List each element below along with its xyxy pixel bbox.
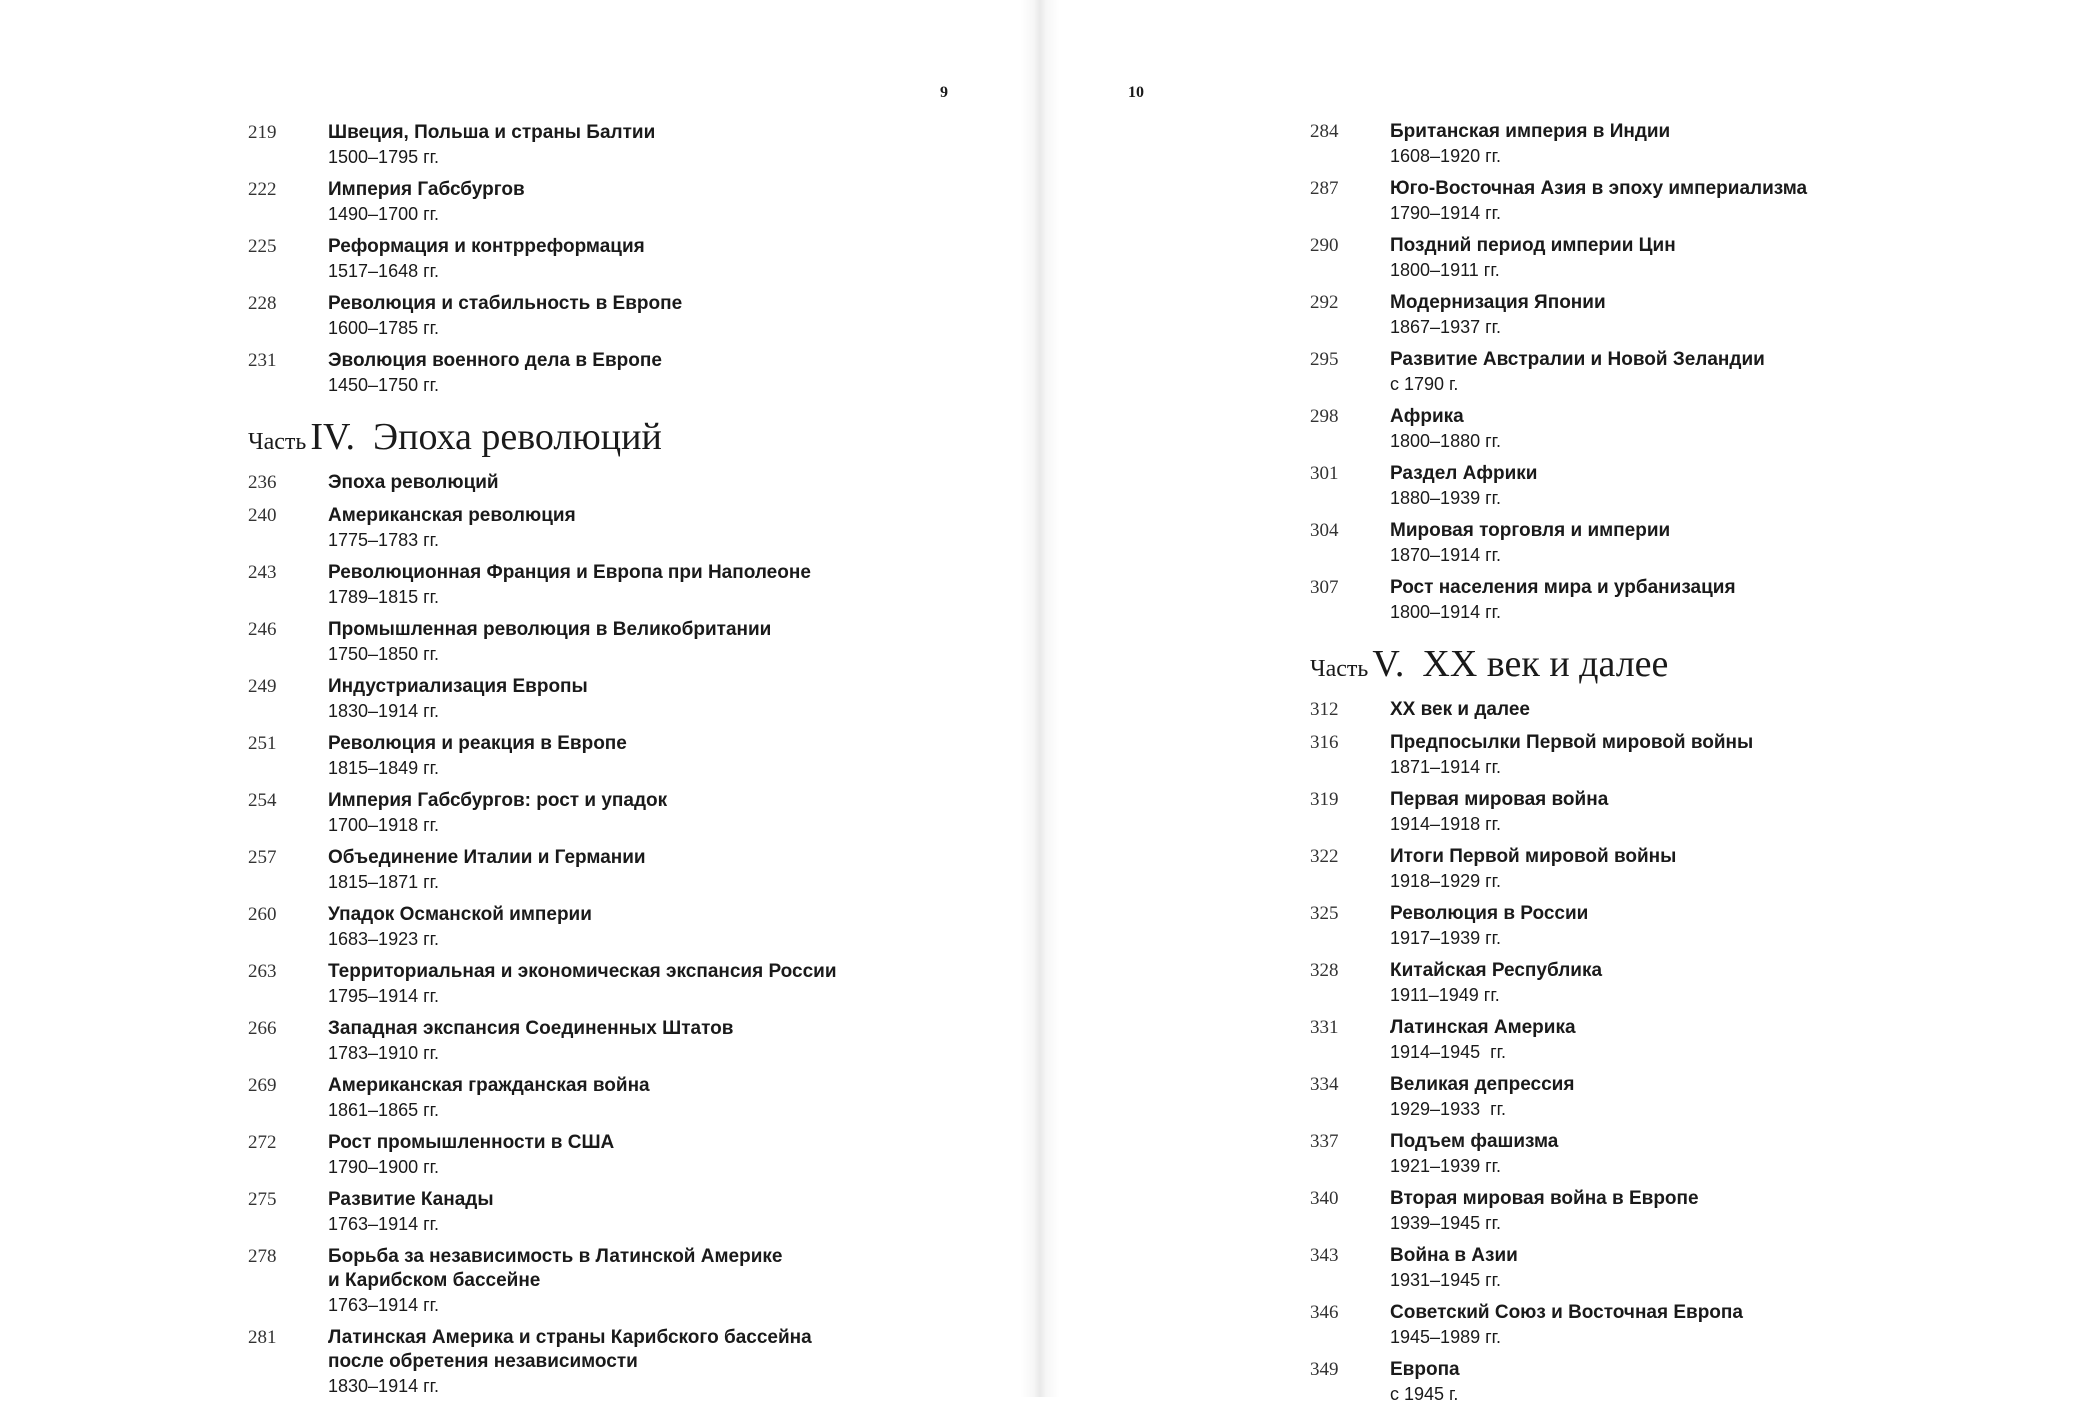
entry-title: Территориальная и экономическая экспансия России <box>328 961 837 982</box>
entry-body <box>328 121 948 169</box>
entry-title: Первая мировая война <box>1390 789 1609 810</box>
toc-entry <box>248 121 948 169</box>
book-gutter-shadow <box>1020 0 1060 1397</box>
part-title: XX век и далее <box>1422 643 1669 685</box>
toc-entry <box>248 903 948 951</box>
entry-title: Революция и реакция в Европе <box>328 733 627 754</box>
entry-dates: 1830–1914 гг. <box>328 1376 440 1396</box>
entry-title: Американская революция <box>328 505 576 526</box>
entry-dates: 1871–1914 гг. <box>1390 757 1502 777</box>
toc-entry <box>1310 405 2010 453</box>
entry-body <box>328 732 948 780</box>
entry-page-number: 343 <box>1310 1245 1339 1266</box>
entry-body <box>328 1326 948 1398</box>
entry-body <box>1390 177 2010 225</box>
entry-title: Раздел Африки <box>1390 463 1538 484</box>
entry-title: Американская гражданская война <box>328 1075 650 1096</box>
entry-body <box>328 1245 948 1317</box>
entry-dates: 1600–1785 гг. <box>328 318 440 338</box>
entry-body <box>328 1017 948 1065</box>
toc-entry <box>248 618 948 666</box>
toc-entry <box>1310 731 2010 779</box>
entry-dates: 1683–1923 гг. <box>328 929 440 949</box>
entry-dates: 1918–1929 гг. <box>1390 871 1502 891</box>
entry-body <box>1390 1016 2010 1064</box>
entry-title: Развитие Канады <box>328 1189 494 1210</box>
entry-dates: 1783–1910 гг. <box>328 1043 440 1063</box>
entry-dates: 1800–1914 гг. <box>1390 602 1502 622</box>
entry-dates: 1450–1750 гг. <box>328 375 440 395</box>
entry-dates: 1880–1939 гг. <box>1390 488 1502 508</box>
entry-page-number: 301 <box>1310 463 1339 484</box>
entry-dates: 1929–1933 гг. <box>1390 1099 1507 1119</box>
entry-page-number: 334 <box>1310 1074 1339 1095</box>
entry-page-number: 272 <box>248 1132 277 1153</box>
entry-title: Китайская Республика <box>1390 960 1603 981</box>
entry-body <box>328 903 948 951</box>
toc-entry <box>1310 698 2010 722</box>
entry-title: Рост населения мира и урбанизация <box>1390 577 1736 598</box>
entry-body <box>328 1188 948 1236</box>
entry-body <box>1390 291 2010 339</box>
entry-dates: 1763–1914 гг. <box>328 1295 440 1315</box>
entry-title: Борьба за независимость в Латинской Америке и Карибском бассейне <box>328 1246 783 1291</box>
entry-page-number: 322 <box>1310 846 1339 867</box>
toc-entry <box>248 235 948 283</box>
entry-page-number: 298 <box>1310 406 1339 427</box>
entry-dates: 1914–1918 гг. <box>1390 814 1502 834</box>
toc-entry <box>1310 845 2010 893</box>
part-roman-numeral: IV. <box>310 416 356 458</box>
toc-entry <box>248 1245 948 1317</box>
entry-body <box>328 1074 948 1122</box>
entry-body <box>1390 1301 2010 1349</box>
toc-entry <box>1310 1130 2010 1178</box>
toc-entry <box>248 1131 948 1179</box>
toc-entry <box>1310 462 2010 510</box>
entry-dates: 1608–1920 гг. <box>1390 146 1502 166</box>
entry-body <box>1390 1187 2010 1235</box>
toc-entry <box>1310 234 2010 282</box>
entry-body <box>1390 576 2010 624</box>
entry-page-number: 340 <box>1310 1188 1339 1209</box>
toc-entry <box>248 178 948 226</box>
toc-entry <box>248 960 948 1008</box>
entry-page-number: 246 <box>248 619 277 640</box>
entry-title: Модернизация Японии <box>1390 292 1606 313</box>
toc-entry <box>1310 1301 2010 1349</box>
entry-title: Великая депрессия <box>1390 1074 1575 1095</box>
part-word: Часть <box>248 429 307 455</box>
toc-entry <box>248 1326 948 1398</box>
entry-page-number: 225 <box>248 236 277 257</box>
entry-title: Реформация и контрреформация <box>328 236 645 257</box>
toc-entry <box>1310 120 2010 168</box>
entry-page-number: 349 <box>1310 1359 1339 1380</box>
toc-entry <box>1310 291 2010 339</box>
entry-title: Объединение Италии и Германии <box>328 847 646 868</box>
entries-group <box>1310 698 2010 1406</box>
entry-dates: 1939–1945 гг. <box>1390 1213 1502 1233</box>
entry-body <box>1390 405 2010 453</box>
entry-body <box>328 846 948 894</box>
page-number: 9 <box>940 84 948 101</box>
entry-page-number: 284 <box>1310 121 1339 142</box>
entry-page-number: 251 <box>248 733 277 754</box>
entry-page-number: 263 <box>248 961 277 982</box>
part-word: Часть <box>1310 656 1369 682</box>
entry-title: Империя Габсбургов <box>328 179 525 200</box>
entry-title: Мировая торговля и империи <box>1390 520 1671 541</box>
toc-entry <box>248 1188 948 1236</box>
entry-dates: 1490–1700 гг. <box>328 204 440 224</box>
entry-dates: 1921–1939 гг. <box>1390 1156 1502 1176</box>
entry-dates: 1931–1945 гг. <box>1390 1270 1502 1290</box>
entry-title: Вторая мировая война в Европе <box>1390 1188 1699 1209</box>
entry-body <box>328 235 948 283</box>
entry-title: Европа <box>1390 1359 1460 1380</box>
entry-page-number: 257 <box>248 847 277 868</box>
entry-page-number: 275 <box>248 1189 277 1210</box>
toc-entry <box>248 1017 948 1065</box>
entry-page-number: 287 <box>1310 178 1339 199</box>
entry-body <box>1390 902 2010 950</box>
toc-entry <box>248 846 948 894</box>
entry-body <box>328 618 948 666</box>
entry-dates: 1800–1911 гг. <box>1390 260 1500 280</box>
entry-body <box>328 561 948 609</box>
entry-page-number: 295 <box>1310 349 1339 370</box>
entry-page-number: 260 <box>248 904 277 925</box>
entry-dates: с 1790 г. <box>1390 374 1459 394</box>
toc-entry <box>248 292 948 340</box>
entry-title: Упадок Османской империи <box>328 904 592 925</box>
toc-entry <box>248 789 948 837</box>
toc-entry <box>1310 1073 2010 1121</box>
entry-title: Эпоха революций <box>328 472 499 493</box>
entry-body <box>1390 1130 2010 1178</box>
entry-page-number: 331 <box>1310 1017 1339 1038</box>
entry-title: Британская империя в Индии <box>1390 121 1671 142</box>
entry-title: Итоги Первой мировой войны <box>1390 846 1677 867</box>
entry-dates: 1700–1918 гг. <box>328 815 440 835</box>
entry-page-number: 304 <box>1310 520 1339 541</box>
entry-dates: 1911–1949 гг. <box>1390 985 1500 1005</box>
entry-page-number: 290 <box>1310 235 1339 256</box>
part-roman-numeral: V. <box>1372 643 1405 685</box>
entry-body <box>328 292 948 340</box>
entry-title: Поздний период империи Цин <box>1390 235 1676 256</box>
entry-body <box>1390 120 2010 168</box>
entry-body <box>328 960 948 1008</box>
entry-page-number: 219 <box>248 122 277 143</box>
entry-dates: 1500–1795 гг. <box>328 147 440 167</box>
entry-title: Революция и стабильность в Европе <box>328 293 683 314</box>
entries-group <box>248 471 948 1398</box>
entry-dates: 1789–1815 гг. <box>328 587 440 607</box>
toc-entry <box>248 675 948 723</box>
entry-page-number: 269 <box>248 1075 277 1096</box>
toc-list <box>1310 120 2010 1415</box>
entry-title: XX век и далее <box>1390 699 1530 720</box>
entry-title: Латинская Америка <box>1390 1017 1576 1038</box>
entry-body <box>328 178 948 226</box>
entry-title: Швеция, Польша и страны Балтии <box>328 122 656 143</box>
entry-page-number: 292 <box>1310 292 1339 313</box>
toc-entry <box>248 561 948 609</box>
entry-title: Развитие Австралии и Новой Зеландии <box>1390 349 1765 370</box>
entry-dates: 1945–1989 гг. <box>1390 1327 1502 1347</box>
entry-dates: 1867–1937 гг. <box>1390 317 1502 337</box>
entry-title: Латинская Америка и страны Карибского бассейна после обретения независимости <box>328 1327 812 1372</box>
entry-body <box>328 1131 948 1179</box>
entry-body <box>1390 1358 2010 1406</box>
entry-body <box>328 789 948 837</box>
entry-title: Предпосылки Первой мировой войны <box>1390 732 1754 753</box>
toc-list <box>248 121 948 1407</box>
toc-entry <box>1310 788 2010 836</box>
entry-page-number: 236 <box>248 472 277 493</box>
entry-dates: 1861–1865 гг. <box>328 1100 440 1120</box>
entry-page-number: 319 <box>1310 789 1339 810</box>
entry-page-number: 328 <box>1310 960 1339 981</box>
toc-entry <box>1310 902 2010 950</box>
entry-title: Эволюция военного дела в Европе <box>328 350 662 371</box>
entry-page-number: 278 <box>248 1246 277 1267</box>
entry-dates: 1763–1914 гг. <box>328 1214 440 1234</box>
entries-group <box>1310 120 2010 624</box>
entry-page-number: 254 <box>248 790 277 811</box>
entry-dates: 1795–1914 гг. <box>328 986 440 1006</box>
toc-entry <box>248 504 948 552</box>
entry-page-number: 231 <box>248 350 277 371</box>
entry-title: Рост промышленности в США <box>328 1132 615 1153</box>
entry-page-number: 249 <box>248 676 277 697</box>
entry-dates: 1870–1914 гг. <box>1390 545 1502 565</box>
toc-entry <box>248 471 948 495</box>
toc-entry <box>1310 519 2010 567</box>
entry-page-number: 325 <box>1310 903 1339 924</box>
entry-body <box>1390 462 2010 510</box>
toc-entry <box>248 732 948 780</box>
entry-body <box>1390 698 2010 722</box>
entry-page-number: 307 <box>1310 577 1339 598</box>
part-heading <box>248 415 948 467</box>
entry-title: Африка <box>1390 406 1464 427</box>
entry-body <box>1390 234 2010 282</box>
toc-entry <box>248 1074 948 1122</box>
page-number: 10 <box>1128 84 1144 101</box>
toc-entry <box>1310 1016 2010 1064</box>
entry-body <box>328 675 948 723</box>
entry-dates: 1815–1871 гг. <box>328 872 440 892</box>
entry-dates: 1917–1939 гг. <box>1390 928 1502 948</box>
entry-title: Западная экспансия Соединенных Штатов <box>328 1018 734 1039</box>
entry-page-number: 222 <box>248 179 277 200</box>
toc-entry <box>1310 348 2010 396</box>
entry-dates: 1517–1648 гг. <box>328 261 440 281</box>
entry-page-number: 240 <box>248 505 277 526</box>
entry-body <box>328 471 948 495</box>
entries-group <box>248 121 948 397</box>
entry-dates: 1830–1914 гг. <box>328 701 440 721</box>
entry-title: Советский Союз и Восточная Европа <box>1390 1302 1743 1323</box>
toc-entry <box>1310 576 2010 624</box>
entry-title: Революция в России <box>1390 903 1589 924</box>
entry-body <box>1390 519 2010 567</box>
entry-dates: с 1945 г. <box>1390 1384 1459 1404</box>
entry-dates: 1775–1783 гг. <box>328 530 440 550</box>
entry-body <box>1390 731 2010 779</box>
entry-title: Юго-Восточная Азия в эпоху империализма <box>1390 178 1808 199</box>
right-page <box>1040 0 2076 1404</box>
entry-dates: 1790–1914 гг. <box>1390 203 1502 223</box>
entry-title: Подъем фашизма <box>1390 1131 1559 1152</box>
entry-page-number: 228 <box>248 293 277 314</box>
entry-body <box>1390 1073 2010 1121</box>
entry-page-number: 337 <box>1310 1131 1339 1152</box>
entry-body <box>1390 959 2010 1007</box>
toc-entry <box>1310 1244 2010 1292</box>
entry-body <box>1390 348 2010 396</box>
entry-page-number: 243 <box>248 562 277 583</box>
left-page <box>0 0 1040 1397</box>
entry-page-number: 281 <box>248 1327 277 1348</box>
part-heading <box>1310 642 2010 694</box>
entry-page-number: 316 <box>1310 732 1339 753</box>
toc-entry <box>248 349 948 397</box>
entry-body <box>1390 1244 2010 1292</box>
entry-dates: 1815–1849 гг. <box>328 758 440 778</box>
entry-title: Революционная Франция и Европа при Наполеоне <box>328 562 811 583</box>
entry-page-number: 266 <box>248 1018 277 1039</box>
toc-entry <box>1310 1358 2010 1406</box>
entry-title: Индустриализация Европы <box>328 676 588 697</box>
entry-body <box>1390 788 2010 836</box>
entry-title: Война в Азии <box>1390 1245 1518 1266</box>
toc-entry <box>1310 1187 2010 1235</box>
entry-dates: 1800–1880 гг. <box>1390 431 1502 451</box>
entry-title: Империя Габсбургов: рост и упадок <box>328 790 668 811</box>
entry-dates: 1790–1900 гг. <box>328 1157 440 1177</box>
part-title: Эпоха революций <box>373 416 662 458</box>
entry-page-number: 312 <box>1310 699 1339 720</box>
entry-body <box>328 349 948 397</box>
entry-body <box>328 504 948 552</box>
toc-entry <box>1310 959 2010 1007</box>
entry-page-number: 346 <box>1310 1302 1339 1323</box>
entry-dates: 1914–1945 гг. <box>1390 1042 1507 1062</box>
entry-dates: 1750–1850 гг. <box>328 644 440 664</box>
entry-body <box>1390 845 2010 893</box>
entry-title: Промышленная революция в Великобритании <box>328 619 772 640</box>
toc-entry <box>1310 177 2010 225</box>
